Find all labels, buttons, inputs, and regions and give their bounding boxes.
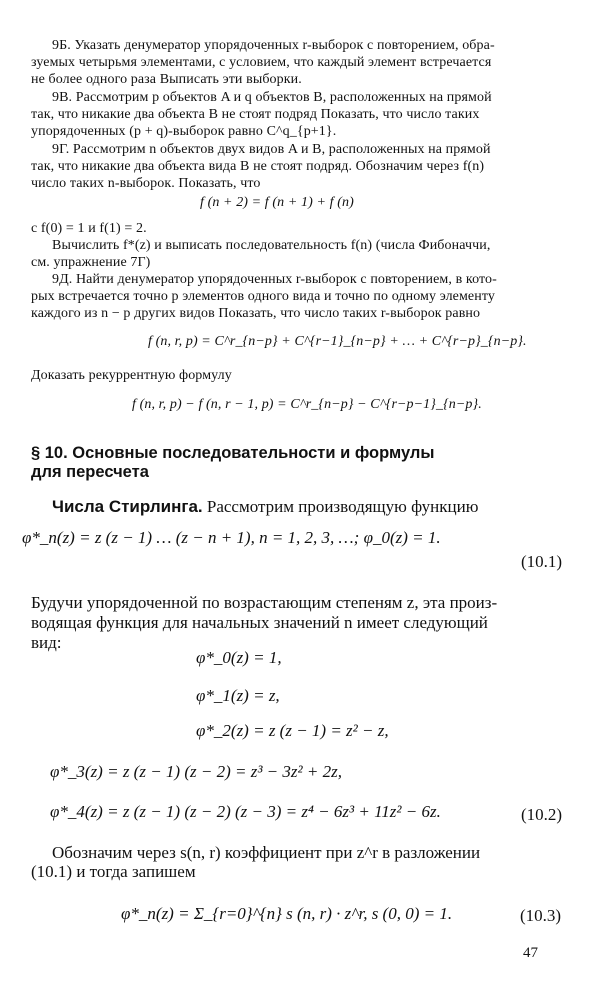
equation-10-2-number: (10.2) xyxy=(521,805,563,824)
equation-phi-0: φ*_0(z) = 1, xyxy=(196,648,282,667)
equation-10-1-number: (10.1) xyxy=(521,552,563,571)
equation-10-1: φ*_n(z) = z (z − 1) … (z − n + 1), n = 1, 2, 3, …; φ_0(z) = 1. xyxy=(22,528,441,547)
recurrence-formula: f (n, r, p) − f (n, r − 1, p) = C^r_{n−p} − C^{r−p−1}_{n−p}. xyxy=(132,397,482,412)
paragraph-1-line-1: Будучи упорядоченной по возрастающим степеням z, эта произ- xyxy=(31,593,498,612)
equation-phi-2: φ*_2(z) = z (z − 1) = z² − z, xyxy=(196,721,389,740)
stirling-lead-text: Рассмотрим производящую функцию xyxy=(202,497,479,516)
problem-9b-line-1: 9Б. Указать денумератор упорядоченных r-выборок с повторением, обра- xyxy=(52,38,495,53)
stirling-term: Числа Стирлинга. xyxy=(52,497,203,516)
recurrence-intro: Доказать рекуррентную формулу xyxy=(31,368,232,383)
problem-9g-tail-line-2: см. упражнение 7Г) xyxy=(31,255,151,270)
problem-9v-line-3: упорядоченных (p + q)-выборок равно C^q_{p+1}. xyxy=(31,124,337,139)
equation-10-3: φ*_n(z) = Σ_{r=0}^{n} s (n, r) · z^r, s (0, 0) = 1. xyxy=(121,904,453,923)
problem-9d-line-2: рых встречается точно p элементов одного вида и точно по одному элементу xyxy=(31,289,495,304)
problem-9v-line-2: так, что никакие два объекта B не стоят подряд Показать, что число таких xyxy=(31,107,480,122)
problem-9d-formula: f (n, r, p) = C^r_{n−p} + C^{r−1}_{n−p} + … + C^{r−p}_{n−p}. xyxy=(148,334,527,349)
paragraph-1-line-3: вид: xyxy=(31,633,62,652)
problem-9g-line-1: 9Г. Рассмотрим n объектов двух видов A и B, расположенных на прямой xyxy=(52,142,491,157)
equation-10-3-number: (10.3) xyxy=(520,906,562,925)
section-heading-line-2: для пересчета xyxy=(31,463,149,481)
problem-9v-line-1: 9В. Рассмотрим p объектов A и q объектов B, расположенных на прямой xyxy=(52,90,492,105)
paragraph-2-line-1: Обозначим через s(n, r) коэффициент при z^r в разложении xyxy=(52,843,481,862)
paragraph-2-line-2: (10.1) и тогда запишем xyxy=(31,862,196,881)
equation-phi-3: φ*_3(z) = z (z − 1) (z − 2) = z³ − 3z² + 2z, xyxy=(50,762,342,781)
problem-9d-line-1: 9Д. Найти денумератор упорядоченных r-выборок с повторением, в кото- xyxy=(52,272,497,287)
fibonacci-initial-conditions: с f(0) = 1 и f(1) = 2. xyxy=(31,221,147,236)
section-heading-line-1: § 10. Основные последовательности и формулы xyxy=(31,444,435,462)
problem-9b-line-2: зуемых четырьмя элементами, с условием, что каждый элемент встречается xyxy=(31,55,492,70)
problem-9g-line-3: число таких n-выборок. Показать, что xyxy=(31,176,261,191)
equation-phi-4: φ*_4(z) = z (z − 1) (z − 2) (z − 3) = z⁴ − 6z³ + 11z² − 6z. xyxy=(50,802,441,821)
problem-9b-line-3: не более одного раза Выписать эти выборки. xyxy=(31,72,302,87)
page-number: 47 xyxy=(523,945,538,961)
equation-phi-1: φ*_1(z) = z, xyxy=(196,686,280,705)
stirling-lead xyxy=(52,497,478,517)
problem-9d-line-3: каждого из n − p других видов Показать, что число таких r-выборок равно xyxy=(31,306,481,321)
fibonacci-recurrence-formula: f (n + 2) = f (n + 1) + f (n) xyxy=(200,195,354,210)
problem-9g-tail-line-1: Вычислить f*(z) и выписать последовательность f(n) (числа Фибоначчи, xyxy=(52,238,491,253)
problem-9g-line-2: так, что никакие два объекта вида B не стоят подряд. Обозначим через f(n) xyxy=(31,159,485,174)
paragraph-1-line-2: водящая функция для начальных значений n имеет следующий xyxy=(31,613,488,632)
